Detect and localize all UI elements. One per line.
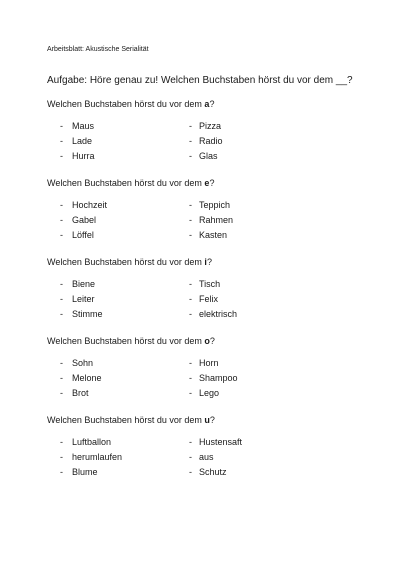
- dash-bullet: -: [60, 388, 63, 398]
- dash-bullet: -: [60, 467, 63, 477]
- dash-bullet: -: [189, 200, 192, 210]
- dash-bullet: -: [189, 388, 192, 398]
- dash-bullet: -: [189, 467, 192, 477]
- right-word-column: [189, 119, 223, 164]
- dash-bullet: -: [60, 452, 63, 462]
- word-text: Lade: [72, 136, 93, 146]
- right-word-column: [189, 435, 242, 480]
- dash-bullet: -: [60, 200, 63, 210]
- word-item: [189, 277, 237, 292]
- dash-bullet: -: [189, 121, 192, 131]
- word-item: [189, 465, 242, 480]
- word-text: Gabel: [72, 215, 97, 225]
- word-text: Radio: [199, 136, 223, 146]
- left-word-column: [60, 435, 122, 480]
- word-item: [60, 149, 95, 164]
- dash-bullet: -: [189, 437, 192, 447]
- word-item: [189, 134, 223, 149]
- dash-bullet: -: [189, 151, 192, 161]
- question-letter: i: [204, 257, 207, 267]
- word-item: [189, 119, 223, 134]
- word-item: [60, 386, 102, 401]
- section-o: [47, 335, 367, 401]
- word-item: [189, 292, 237, 307]
- word-text: Lego: [199, 388, 220, 398]
- word-item: [60, 134, 95, 149]
- dash-bullet: -: [189, 136, 192, 146]
- question-letter: e: [204, 178, 210, 188]
- word-item: [60, 292, 103, 307]
- question-letter: a: [204, 99, 210, 109]
- word-item: [60, 198, 107, 213]
- word-text: Stimme: [72, 309, 103, 319]
- dash-bullet: -: [189, 279, 192, 289]
- word-item: [60, 228, 107, 243]
- dash-bullet: -: [60, 294, 63, 304]
- question-suffix: ?: [206, 257, 212, 267]
- word-text: Löffel: [72, 230, 94, 240]
- question-prefix: Welchen Buchstaben hörst du vor dem: [47, 99, 205, 109]
- dash-bullet: -: [189, 309, 192, 319]
- word-text: Sohn: [72, 358, 94, 368]
- question-prefix: Welchen Buchstaben hörst du vor dem: [47, 257, 205, 267]
- dash-bullet: -: [189, 358, 192, 368]
- section-i: [47, 256, 367, 322]
- worksheet-header: Arbeitsblatt: Akustische Serialität: [47, 46, 149, 53]
- word-text: Tisch: [199, 279, 221, 289]
- word-text: Maus: [72, 121, 95, 131]
- word-text: Hurra: [72, 151, 95, 161]
- word-text: Melone: [72, 373, 102, 383]
- word-columns: [47, 198, 367, 243]
- question-letter: u: [204, 415, 210, 425]
- word-item: [189, 450, 242, 465]
- word-item: [60, 450, 122, 465]
- question-prefix: Welchen Buchstaben hörst du vor dem: [47, 415, 205, 425]
- word-item: [189, 307, 237, 322]
- word-item: [189, 228, 233, 243]
- question-letter: o: [204, 336, 210, 346]
- word-text: Leiter: [72, 294, 95, 304]
- dash-bullet: -: [189, 215, 192, 225]
- task-instruction: Aufgabe: Höre genau zu! Welchen Buchstaben hörst du vor dem __?: [47, 75, 353, 86]
- word-text: Pizza: [199, 121, 222, 131]
- word-item: [60, 213, 107, 228]
- word-text: Kasten: [199, 230, 228, 240]
- word-text: Hochzeit: [72, 200, 108, 210]
- word-text: Rahmen: [199, 215, 234, 225]
- word-item: [189, 371, 238, 386]
- right-word-column: [189, 356, 238, 401]
- word-item: [60, 356, 102, 371]
- dash-bullet: -: [60, 121, 63, 131]
- dash-bullet: -: [60, 215, 63, 225]
- word-item: [189, 149, 223, 164]
- dash-bullet: -: [60, 358, 63, 368]
- question-prefix: Welchen Buchstaben hörst du vor dem: [47, 178, 205, 188]
- dash-bullet: -: [189, 373, 192, 383]
- word-columns: [47, 435, 367, 480]
- left-word-column: [60, 119, 95, 164]
- word-text: Felix: [199, 294, 219, 304]
- word-columns: [47, 356, 367, 401]
- word-text: aus: [199, 452, 214, 462]
- right-word-column: [189, 198, 233, 243]
- question-u: [47, 414, 367, 426]
- section-u: [47, 414, 367, 480]
- dash-bullet: -: [60, 437, 63, 447]
- word-text: elektrisch: [199, 309, 238, 319]
- question-suffix: ?: [209, 99, 215, 109]
- word-text: Teppich: [199, 200, 231, 210]
- word-text: Horn: [199, 358, 219, 368]
- dash-bullet: -: [60, 309, 63, 319]
- word-columns: [47, 277, 367, 322]
- word-item: [189, 435, 242, 450]
- word-text: Biene: [72, 279, 96, 289]
- question-suffix: ?: [209, 178, 215, 188]
- word-text: Luftballon: [72, 437, 112, 447]
- question-suffix: ?: [209, 415, 215, 425]
- left-word-column: [60, 198, 107, 243]
- word-item: [60, 435, 122, 450]
- dash-bullet: -: [189, 452, 192, 462]
- word-item: [60, 277, 103, 292]
- word-item: [60, 465, 122, 480]
- question-i: [47, 256, 367, 268]
- question-prefix: Welchen Buchstaben hörst du vor dem: [47, 336, 205, 346]
- word-text: Schutz: [199, 467, 227, 477]
- left-word-column: [60, 356, 102, 401]
- dash-bullet: -: [189, 294, 192, 304]
- word-item: [60, 119, 95, 134]
- word-item: [189, 198, 233, 213]
- word-text: Shampoo: [199, 373, 238, 383]
- word-item: [189, 356, 238, 371]
- dash-bullet: -: [60, 136, 63, 146]
- word-text: Brot: [72, 388, 89, 398]
- dash-bullet: -: [60, 373, 63, 383]
- right-word-column: [189, 277, 237, 322]
- dash-bullet: -: [60, 279, 63, 289]
- dash-bullet: -: [60, 230, 63, 240]
- question-suffix: ?: [209, 336, 215, 346]
- word-item: [189, 213, 233, 228]
- question-e: [47, 177, 367, 189]
- left-word-column: [60, 277, 103, 322]
- word-item: [60, 371, 102, 386]
- word-text: Glas: [199, 151, 218, 161]
- question-o: [47, 335, 367, 347]
- question-a: [47, 98, 367, 110]
- dash-bullet: -: [189, 230, 192, 240]
- section-a: [47, 98, 367, 164]
- word-text: herumlaufen: [72, 452, 123, 462]
- word-text: Hustensaft: [199, 437, 243, 447]
- word-item: [60, 307, 103, 322]
- dash-bullet: -: [60, 151, 63, 161]
- word-text: Blume: [72, 467, 98, 477]
- section-e: [47, 177, 367, 243]
- word-item: [189, 386, 238, 401]
- word-columns: [47, 119, 367, 164]
